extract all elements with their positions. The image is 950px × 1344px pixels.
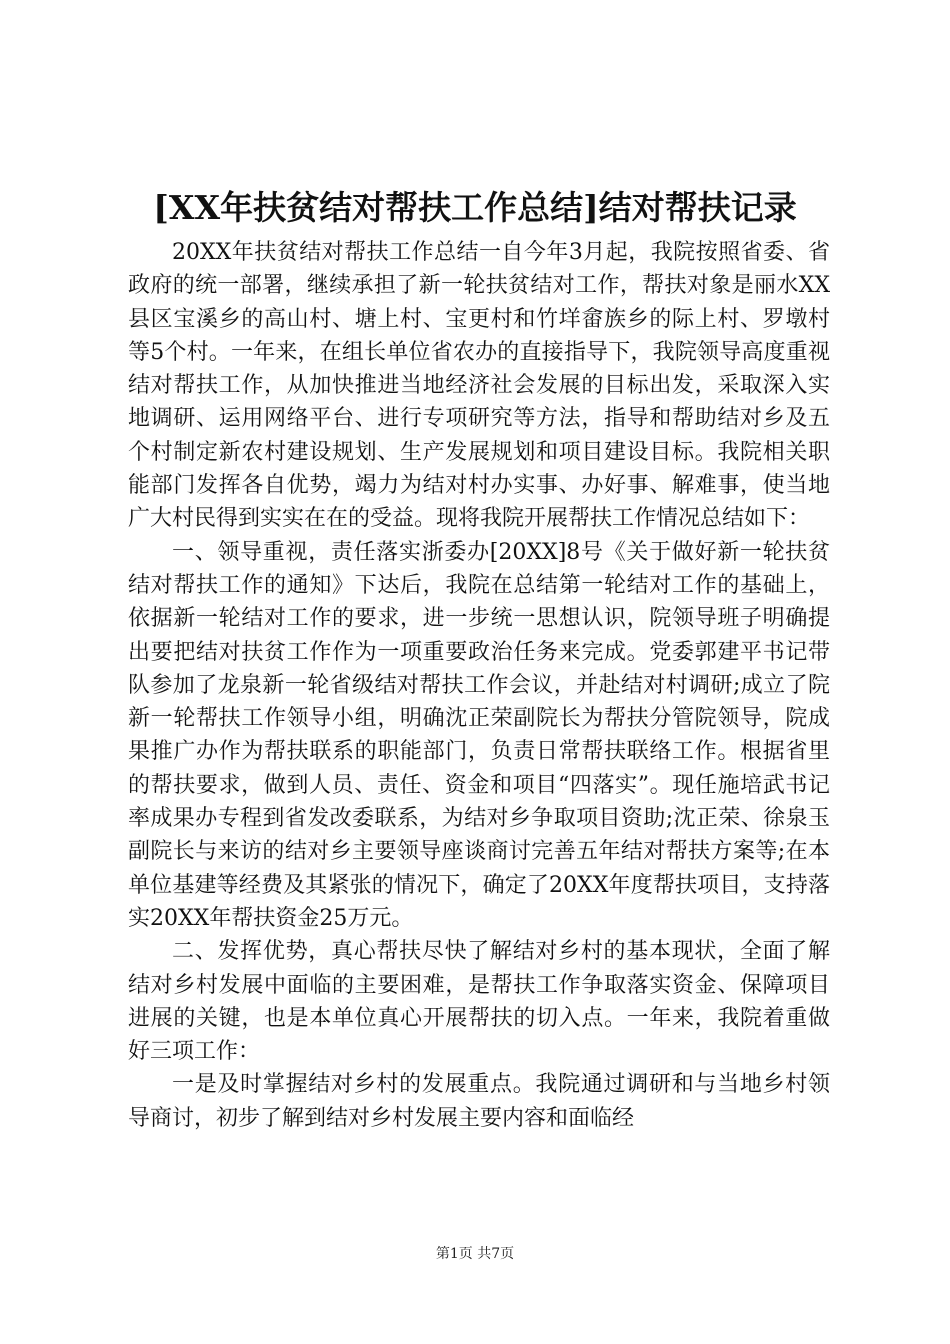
page-footer: 第1页 共7页 [435,1246,515,1262]
paragraph: 一、领导重视，责任落实浙委办[20XX]8号《关于做好新一轮扶贫结对帮扶工作的通知》下达后，我院在总结第一轮结对工作的基础上，依据新一轮结对工作的要求，进一步统一思想认识，院领导班子明确提出要把结对扶贫工作作为一项重要政治任务来完成。党委郭建平书记带队参加了龙泉新一轮省级结对帮扶工作会议，并赴结对村调研;成立了院新一轮帮扶工作领导小组，明确沈正荣副院长为帮扶分管院领导，院成果推广办作为帮扶联系的职能部门，负责日常帮扶联络工作。根据省里的帮扶要求，做到人员、责任、资金和项目“四落实”。现任施培武书记率成果办专程到省发改委联系，为结对乡争取项目资助;沈正荣、徐泉玉副院长与来访的结对乡主要领导座谈商讨完善五年结对帮扶方案等;在本单位基建等经费及其紧张的情况下，确定了20XX年度帮扶项目，支持落实20XX年帮扶资金25万元。 [128,539,830,931]
paragraph: 二、发挥优势，真心帮扶尽快了解结对乡村的基本现状，全面了解结对乡村发展中面临的主要困难，是帮扶工作争取落实资金、保障项目进展的关键，也是本单位真心开展帮扶的切入点。一年来，我院着重做好三项工作： [128,939,830,1065]
paragraph: 20XX年扶贫结对帮扶工作总结一自今年3月起，我院按照省委、省政府的统一部署，继续承担了新一轮扶贫结对工作，帮扶对象是丽水XX县区宝溪乡的高山村、塘上村、宝更村和竹垟畲族乡的际上村、罗墩村等5个村。一年来，在组长单位省农办的直接指导下，我院领导高度重视结对帮扶工作，从加快推进当地经济社会发展的目标出发，采取深入实地调研、运用网络平台、进行专项研究等方法，指导和帮助结对乡及五个村制定新农村建设规划、生产发展规划和项目建设目标。我院相关职能部门发挥各自优势，竭力为结对村办实事、办好事、解难事，使当地广大村民得到实实在在的受益。现将我院开展帮扶工作情况总结如下： [128,240,830,532]
document-title: [XX年扶贫结对帮扶工作总结]结对帮扶记录 [153,188,797,227]
paragraph: 一是及时掌握结对乡村的发展重点。我院通过调研和与当地乡村领导商讨，初步了解到结对乡村发展主要内容和面临经 [128,1072,830,1131]
document-body [128,236,830,1135]
